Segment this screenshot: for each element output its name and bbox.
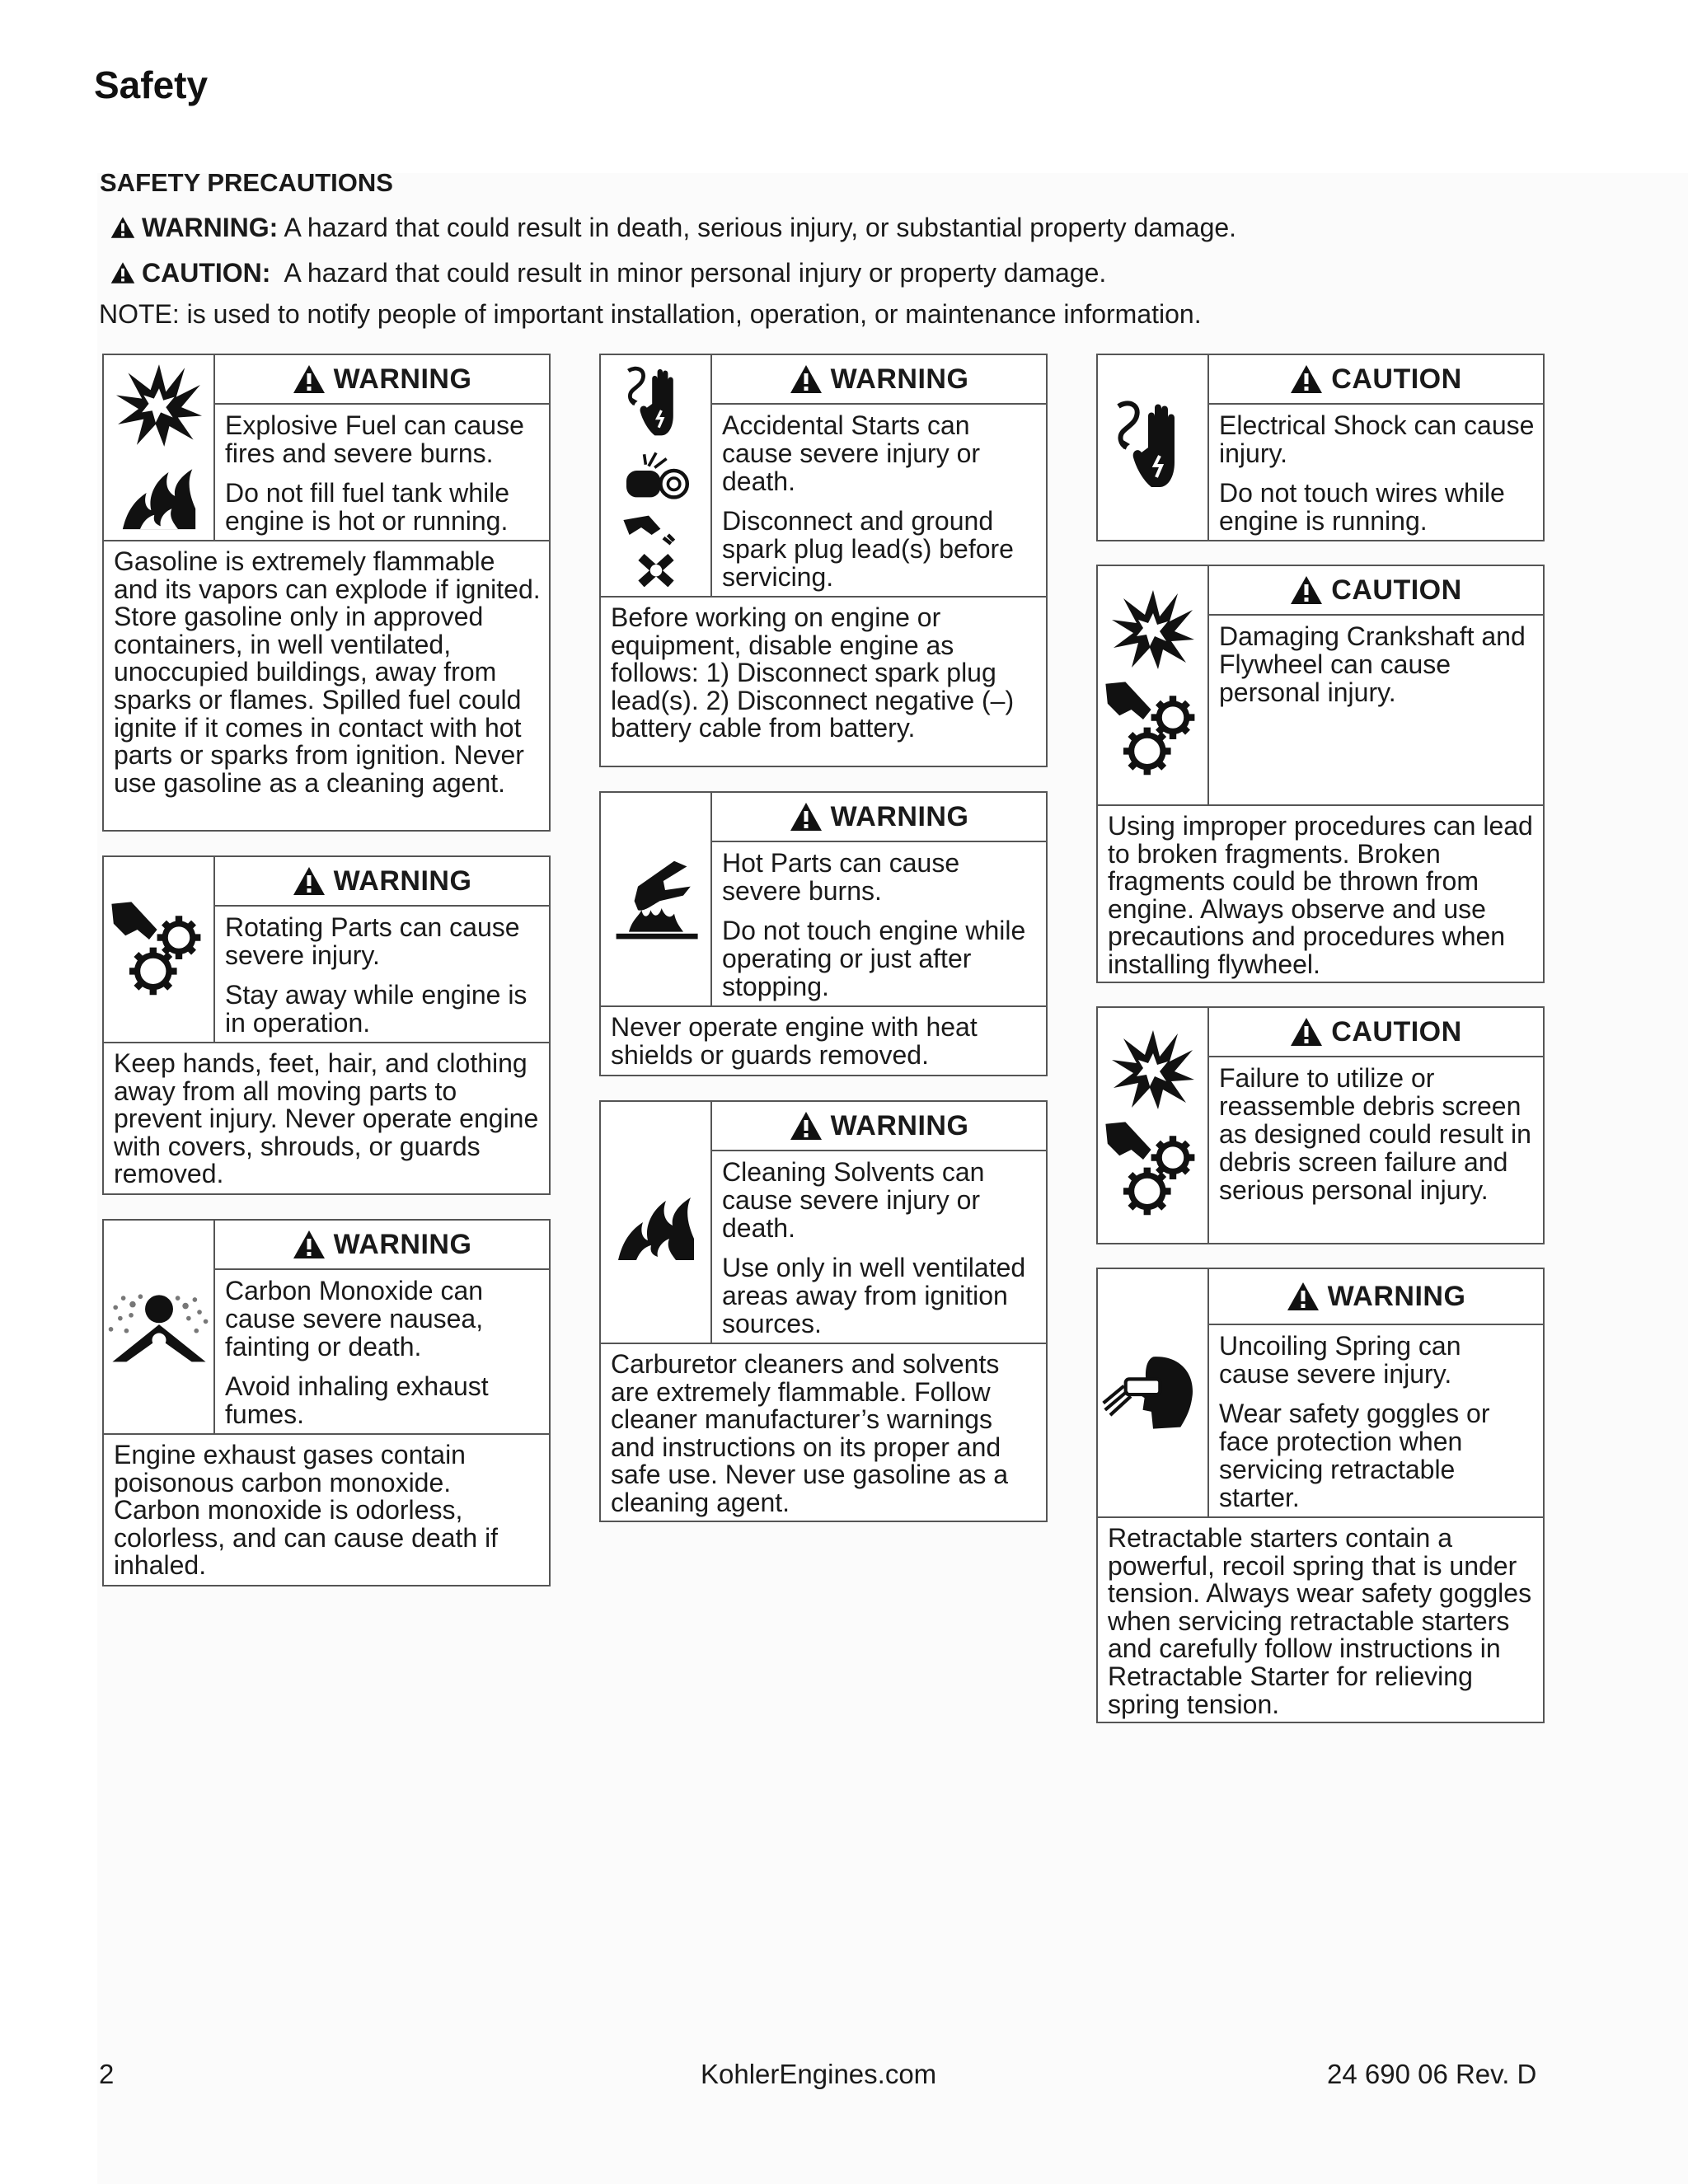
signal-word: CAUTION — [1331, 574, 1462, 606]
icon-panel — [104, 355, 215, 540]
signal-word: CAUTION — [1331, 363, 1462, 395]
signal-word-caution — [1209, 566, 1543, 616]
warning-triangle-icon — [790, 802, 823, 832]
detail-text: Retractable starters contain a powerful, recoil spring that is under tension. Always wear safety goggles when servicing retractable starters and carefully follow instructions in Retractable Starter for relieving spring tension. — [1108, 1523, 1532, 1719]
warning-triangle-icon — [790, 1111, 823, 1141]
caution-triangle-icon — [1290, 575, 1323, 605]
warning-triangle-icon — [293, 866, 326, 896]
instruction-text: Wear safety goggles or face protection when servicing retractable starter. — [1219, 1399, 1490, 1512]
warning-triangle-icon — [293, 1230, 326, 1259]
hazard-text: Uncoiling Spring can cause severe injury. — [1219, 1331, 1461, 1389]
icon-panel — [1098, 1008, 1209, 1243]
icon-panel — [1098, 1269, 1209, 1516]
detail-text: Before working on engine or equipment, disable engine as follows: 1) Disconnect spark plug lead(s). 2) Disconnect negative (–) battery cable from battery. — [611, 602, 1015, 743]
icon-panel — [1098, 355, 1209, 540]
safety-box-hot-parts — [599, 791, 1048, 1076]
warning-triangle-icon — [790, 364, 823, 394]
precaution-warning-line — [110, 213, 1236, 243]
hand-in-gears-icon — [110, 900, 209, 999]
precaution-label: CAUTION: — [142, 258, 271, 288]
signal-word-warning — [215, 1221, 549, 1270]
caution-triangle-icon — [1290, 1017, 1323, 1047]
signal-word-warning — [712, 355, 1046, 405]
icon-panel — [104, 857, 215, 1042]
footer-website: KohlerEngines.com — [701, 2059, 937, 2089]
disconnect-icon — [617, 513, 696, 587]
explosion-icon — [1108, 588, 1198, 671]
signal-word-warning — [1209, 1269, 1543, 1325]
precaution-text: A hazard that could result in death, serious injury, or substantial property damage. — [284, 213, 1237, 242]
explosion-icon — [111, 363, 207, 448]
electric-hand-icon — [622, 364, 690, 443]
safety-goggles-icon — [1101, 1350, 1205, 1436]
hazard-text: Rotating Parts can cause severe injury. — [225, 912, 520, 970]
detail-text: Gasoline is extremely flammable and its vapors can explode if ignited. Store gasoline only in approved containers, in well ventilated, unoccupied buildings, away from sparks or flames. Spilled fuel could ignite if it comes in contact with hot parts or sparks from ignition. Never use gasoline as a cleaning agent. — [114, 546, 541, 798]
signal-word: WARNING — [333, 865, 472, 897]
signal-word: WARNING — [830, 800, 969, 832]
warning-triangle-icon — [293, 364, 326, 394]
signal-word-warning — [215, 857, 549, 907]
warning-triangle-icon — [110, 216, 135, 239]
detail-text: Keep hands, feet, hair, and clothing away from all moving parts to prevent injury. Never operate engine with covers, shrouds, or guards removed. — [114, 1048, 539, 1189]
fire-icon — [607, 1181, 705, 1263]
section-heading: SAFETY PRECAUTIONS — [100, 168, 393, 197]
hot-surface-icon — [607, 854, 705, 944]
hazard-text: Explosive Fuel can cause fires and severe burns. — [225, 410, 524, 468]
instruction-text: Stay away while engine is in operation. — [225, 980, 528, 1038]
signal-word-caution — [1209, 1008, 1543, 1057]
icon-panel — [104, 1221, 215, 1433]
signal-word: WARNING — [1327, 1280, 1466, 1312]
safety-box-damaging-crankshaft — [1096, 565, 1545, 983]
signal-word-warning — [712, 1102, 1046, 1151]
safety-box-rotating-parts — [102, 855, 551, 1195]
hazard-text: Electrical Shock can cause injury. — [1219, 410, 1535, 468]
instruction-text: Do not touch engine while operating or just after stopping. — [722, 916, 1026, 1001]
safety-box-debris-screen — [1096, 1006, 1545, 1244]
detail-text: Never operate engine with heat shields or guards removed. — [611, 1012, 978, 1070]
hand-in-gears-icon — [1104, 1116, 1203, 1223]
page-number: 2 — [99, 2059, 115, 2089]
instruction-text: Avoid inhaling exhaust fumes. — [225, 1371, 489, 1429]
hazard-text: Accidental Starts can cause severe injury or death. — [722, 410, 981, 496]
safety-box-electrical-shock — [1096, 354, 1545, 541]
safety-box-explosive-fuel — [102, 354, 551, 832]
hazard-text: Cleaning Solvents can cause severe injury or death. — [722, 1157, 985, 1243]
spark-plug-icon — [617, 448, 696, 508]
detail-text: Carburetor cleaners and solvents are extremely flammable. Follow cleaner manufacturer’s warnings and instructions on its proper and safe use. Never use gasoline as a cleaning agent. — [611, 1349, 1009, 1517]
detail-text: Engine exhaust gases contain poisonous carbon monoxide. Carbon monoxide is odorless, colorless, and can cause death if inhaled. — [114, 1440, 499, 1581]
instruction-text: Do not touch wires while engine is running. — [1219, 478, 1505, 536]
detail-text: Using improper procedures can lead to broken fragments. Broken fragments could be thrown from engine. Always observe and use precautions and procedures when installing flywheel. — [1108, 811, 1533, 979]
signal-word: CAUTION — [1331, 1015, 1462, 1047]
signal-word: WARNING — [830, 1109, 969, 1141]
safety-box-carbon-monoxide — [102, 1219, 551, 1586]
hazard-text: Hot Parts can cause severe burns. — [722, 848, 960, 906]
hazard-text: Damaging Crankshaft and Flywheel can cause personal injury. — [1219, 621, 1526, 707]
hand-in-gears-icon — [1104, 676, 1203, 783]
instruction-text: Use only in well ventilated areas away from ignition sources. — [722, 1253, 1026, 1338]
icon-panel — [601, 355, 712, 596]
page-title: Safety — [94, 63, 209, 106]
signal-word-warning — [712, 793, 1046, 842]
signal-word-caution — [1209, 355, 1543, 405]
warning-triangle-icon — [1287, 1282, 1320, 1311]
explosion-icon — [1108, 1029, 1198, 1111]
hazard-text: Carbon Monoxide can cause severe nausea, fainting or death. — [225, 1276, 484, 1361]
instruction-text: Disconnect and ground spark plug lead(s) before servicing. — [722, 506, 1014, 592]
icon-panel — [1098, 566, 1209, 804]
safety-box-cleaning-solvents — [599, 1100, 1048, 1522]
document-number: 24 690 06 Rev. D — [1327, 2059, 1537, 2089]
caution-triangle-icon — [110, 261, 135, 284]
signal-word: WARNING — [333, 363, 472, 395]
signal-word-warning — [215, 355, 549, 405]
precaution-caution-line — [110, 258, 1106, 288]
electric-hand-icon — [1112, 394, 1194, 501]
instruction-text: Do not fill fuel tank while engine is hot or running. — [225, 478, 510, 536]
precaution-text: A hazard that could result in minor personal injury or property damage. — [284, 258, 1107, 288]
safety-box-uncoiling-spring — [1096, 1268, 1545, 1723]
icon-panel — [601, 793, 712, 1005]
safety-box-accidental-starts — [599, 354, 1048, 767]
hazard-text: Failure to utilize or reassemble debris screen as designed could result in debris screen failure and serious personal injury. — [1219, 1063, 1531, 1205]
signal-word: WARNING — [830, 363, 969, 395]
signal-word: WARNING — [333, 1228, 472, 1260]
fire-icon — [111, 453, 207, 532]
precaution-label: WARNING: — [142, 213, 279, 242]
icon-panel — [601, 1102, 712, 1343]
note-line: NOTE: is used to notify people of important installation, operation, or maintenance information. — [99, 299, 1202, 329]
caution-triangle-icon — [1290, 364, 1323, 394]
toxic-fumes-icon — [105, 1284, 213, 1370]
